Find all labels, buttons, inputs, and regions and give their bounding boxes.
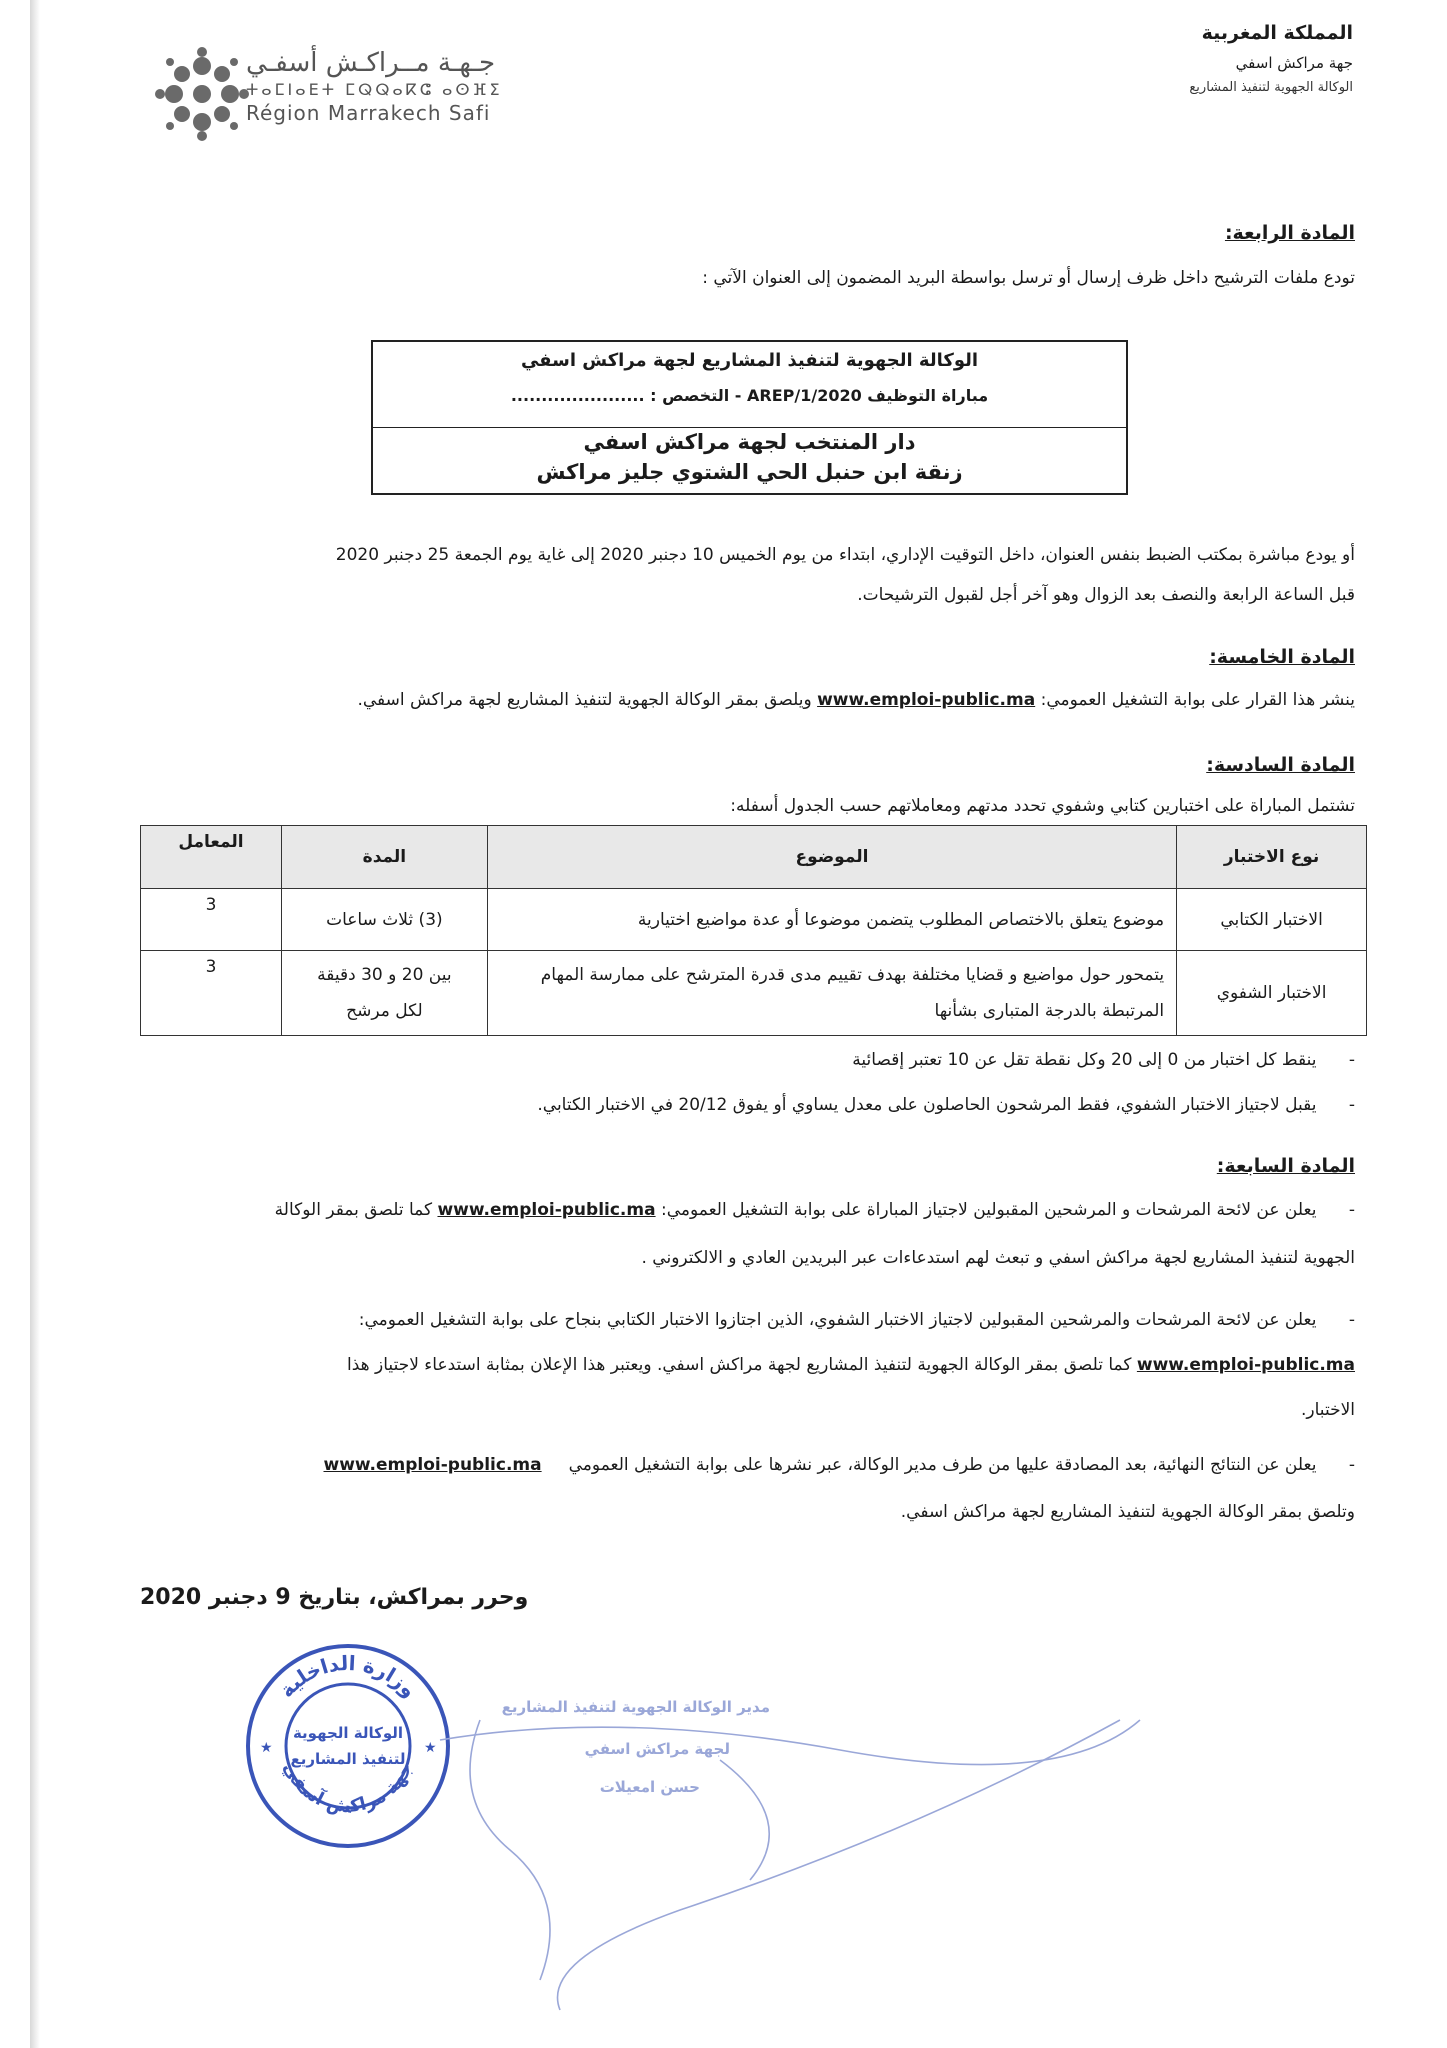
- address-box: [371, 340, 1128, 495]
- article5-text-after: ويلصق بمقر الوكالة الجهوية لتنفيذ المشاريع لجهة مراكش اسفي.: [357, 690, 812, 710]
- stamp-outer-text: وزارة الداخلية: [274, 1650, 422, 1703]
- col-header-subject: الموضوع: [487, 826, 1176, 889]
- region-logo-icon: [152, 44, 252, 144]
- logo-tifinagh: ⵜⴰⵎⵏⴰⴹⵜ ⵎⵕⵕⴰⴽⵛ ⴰⵙⴼⵉ: [246, 80, 503, 99]
- signature-date: وحرر بمراكش، بتاريخ 9 دجنبر 2020: [140, 1585, 529, 1610]
- emploi-public-link[interactable]: www.emploi-public.ma: [437, 1200, 656, 1220]
- logo-text: [246, 48, 516, 125]
- table-row: [141, 889, 1367, 951]
- cell-type: الاختبار الكتابي: [1177, 889, 1367, 951]
- emploi-public-link[interactable]: www.emploi-public.ma: [1136, 1355, 1355, 1375]
- article7-bullet-2-cont: [140, 1345, 1355, 1385]
- article6-intro: تشتمل المباراة على اختبارين كتابي وشفوي تحدد مدتهم ومعاملاتهم حسب الجدول أسفله:: [730, 796, 1355, 816]
- article5-text: [140, 680, 1355, 720]
- col-header-coefficient: المعامل: [141, 826, 282, 889]
- cell-duration-line2: لكل مرشح: [346, 1001, 423, 1021]
- table-row: [141, 951, 1367, 1036]
- emploi-public-link[interactable]: www.emploi-public.ma: [817, 690, 1036, 710]
- logo-french: Région Marrakech Safi: [246, 101, 491, 125]
- stamp-inner-text-2: لتنفيذ المشاريع: [290, 1750, 406, 1768]
- exam-table: [140, 825, 1367, 1036]
- emploi-public-link[interactable]: www.emploi-public.ma: [323, 1455, 542, 1475]
- cell-duration-line1: بين 20 و 30 دقيقة: [317, 965, 452, 985]
- article7-bullet-1: - يعلن عن لائحة المرشحات و المرشحين المقبولين لاجتياز المباراة على بوابة التشغيل العمومي: www.emploi-public.ma كما تلصق بمقر الوكالة: [274, 1200, 1355, 1220]
- article6-bullet: - يقبل لاجتياز الاختبار الشفوي، فقط المرشحون الحاصلون على معدل يساوي أو يفوق 20/12 في الاختبار الكتابي.: [537, 1095, 1355, 1115]
- cell-duration: [281, 951, 487, 1036]
- address-line-street: زنقة ابن حنبل الحي الشتوي جليز مراكش: [536, 460, 963, 484]
- article6-heading: المادة السادسة:: [1206, 754, 1355, 776]
- director-stamp-line1: مدير الوكالة الجهوية لتنفيذ المشاريع: [501, 1698, 770, 1716]
- signature-scribble-icon: [420, 1680, 1180, 2040]
- article7-bullet-3-cont: وتلصق بمقر الوكالة الجهوية لتنفيذ المشاريع لجهة مراكش اسفي.: [900, 1502, 1355, 1522]
- article4-heading: المادة الرابعة:: [1224, 222, 1355, 244]
- article4-deposit-line1: أو يودع مباشرة بمكتب الضبط بنفس العنوان، داخل التوقيت الإداري، ابتداء من يوم الخميس 10 دجنبر 2020 إلى غاية يوم الجمعة 25 دجنبر 2020: [335, 545, 1355, 565]
- header-institution: [1113, 22, 1353, 95]
- bullet-text: كما تلصق بمقر الوكالة الجهوية لتنفيذ المشاريع لجهة مراكش اسفي. ويعتبر هذا الإعلان بمثابة استدعاء لاجتياز هذا: [347, 1355, 1132, 1375]
- article7-bullet-2: - يعلن عن لائحة المرشحات والمرشحين المقبولين لاجتياز الاختبار الشفوي، الذين اجتازوا الاختبار الكتابي بنجاح على بوابة التشغيل العمومي:: [358, 1310, 1355, 1330]
- bullet-text: يعلن عن لائحة المرشحات و المرشحين المقبولين لاجتياز المباراة على بوابة التشغيل العمومي:: [660, 1200, 1317, 1220]
- article7-heading: المادة السابعة:: [1216, 1155, 1355, 1177]
- col-header-duration: المدة: [281, 826, 487, 889]
- stamp-star-icon: ★: [260, 1740, 273, 1756]
- cell-coefficient: 3: [141, 951, 282, 1036]
- article4-deposit-line2: قبل الساعة الرابعة والنصف بعد الزوال وهو آخر أجل لقبول الترشيحات.: [857, 585, 1355, 605]
- address-line-building: دار المنتخب لجهة مراكش اسفي: [583, 430, 916, 454]
- cell-coefficient: 3: [141, 889, 282, 951]
- address-line-agency: الوكالة الجهوية لتنفيذ المشاريع لجهة مراكش اسفي: [520, 350, 979, 371]
- bullet-text: كما تلصق بمقر الوكالة: [274, 1200, 433, 1220]
- stamp-inner-text-1: الوكالة الجهوية: [292, 1724, 404, 1742]
- col-header-type: نوع الاختبار: [1177, 826, 1367, 889]
- bullet-text: ينقط كل اختبار من 0 إلى 20 وكل نقطة تقل عن 10 تعتبر إقصائية: [852, 1050, 1317, 1070]
- stamp-outer-text-2: جهة مراكش آسفي: [278, 1758, 418, 1818]
- cell-subject: يتمحور حول مواضيع و قضايا مختلفة بهدف تقييم مدى قدرة المترشح على ممارسة المهام المرتبطة بالدرجة المتبارى بشأنها: [487, 951, 1176, 1036]
- cell-duration-line1: (3) ثلاث ساعات: [326, 909, 443, 930]
- agency-label: الوكالة الجهوية لتنفيذ المشاريع: [1189, 80, 1353, 95]
- bullet-text: يعلن عن النتائج النهائية، بعد المصادقة عليها من طرف مدير الوكالة، عبر نشرها على بوابة التشغيل العمومي: [568, 1455, 1317, 1475]
- article7-bullet-3: - يعلن عن النتائج النهائية، بعد المصادقة عليها من طرف مدير الوكالة، عبر نشرها على بوابة التشغيل العمومي www.emploi-public.ma: [323, 1455, 1355, 1475]
- kingdom-label: المملكة المغربية: [1201, 22, 1353, 44]
- region-label: جهة مراكش اسفي: [1235, 54, 1353, 72]
- director-stamp-line2: لجهة مراكش اسفي: [584, 1740, 730, 1758]
- article5-text-before: ينشر هذا القرار على بوابة التشغيل العمومي:: [1040, 690, 1355, 710]
- logo-arabic: جـهـة مــراكـش أسفـي: [246, 48, 496, 78]
- article6-bullet: - ينقط كل اختبار من 0 إلى 20 وكل نقطة تقل عن 10 تعتبر إقصائية: [852, 1050, 1355, 1070]
- table-header-row: [141, 826, 1367, 889]
- director-stamp-line3: حسن امعيلات: [599, 1778, 700, 1796]
- bullet-text: يقبل لاجتياز الاختبار الشفوي، فقط المرشحون الحاصلون على معدل يساوي أو يفوق 20/12 في الاختبار الكتابي.: [537, 1095, 1317, 1115]
- article5-heading: المادة الخامسة:: [1209, 646, 1355, 668]
- cell-type: الاختبار الشفوي: [1177, 951, 1367, 1036]
- article4-intro: تودع ملفات الترشيح داخل ظرف إرسال أو ترسل بواسطة البريد المضمون إلى العنوان الآتي :: [702, 268, 1355, 288]
- article7-bullet-1-cont: الجهوية لتنفيذ المشاريع لجهة مراكش اسفي و تبعث لهم استدعاءات عبر البريدين العادي و الالكتروني .: [641, 1248, 1355, 1268]
- page-edge: [30, 0, 40, 2048]
- address-separator: [373, 427, 1126, 428]
- address-line-contest: مباراة التوظيف AREP/1/2020 - التخصص : ......................: [510, 386, 989, 405]
- stamp-star-icon: ★: [424, 1740, 437, 1756]
- article7-bullet-2-end: الاختبار.: [1301, 1400, 1355, 1420]
- cell-subject: موضوع يتعلق بالاختصاص المطلوب يتضمن موضوعا أو عدة مواضيع اختيارية: [487, 889, 1176, 951]
- bullet-text: يعلن عن لائحة المرشحات والمرشحين المقبولين لاجتياز الاختبار الشفوي، الذين اجتازوا الاختبار الكتابي بنجاح على بوابة التشغيل العمومي:: [358, 1310, 1317, 1330]
- cell-duration: [281, 889, 487, 951]
